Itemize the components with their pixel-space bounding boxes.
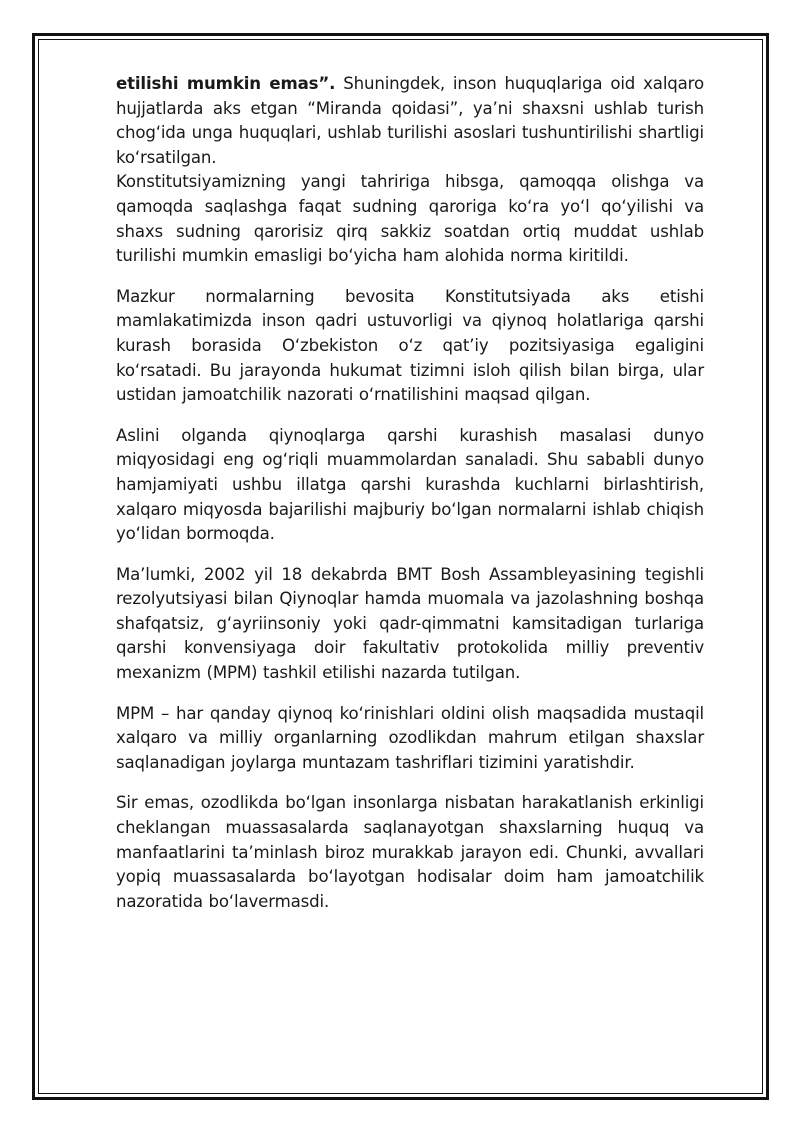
paragraph-1 <box>116 72 704 170</box>
paragraph-1-text: Shuningdek, inson huquqlariga oid xalqaro hujjatlarda aks etgan “Miranda qoidasi”, ya’ni shaxsni ushlab turish chog‘ida unga huquqlari, ushlab turilishi asoslari tushuntirilishi shartligi ko‘rsatilgan. <box>116 74 704 167</box>
paragraph-3: Mazkur normalarning bevosita Konstitutsiyada aks etishi mamlakatimizda inson qadri ustuvorligi va qiynoq holatlariga qarshi kurash borasida O‘zbekiston o‘z qat’iy pozitsiyasiga egaligini ko‘rsatadi. Bu jarayonda hukumat tizimni isloh qilish bilan birga, ular ustidan jamoatchilik nazorati o‘rnatilishini maqsad qilgan. <box>116 286 704 405</box>
paragraph-4: Aslini olganda qiynoqlarga qarshi kurashish masalasi dunyo miqyosidagi eng og‘riqli muammolardan sanaladi. Shu sababli dunyo hamjamiyati ushbu illatga qarshi kurashda kuchlarni birlashtirish, xalqaro miqyosda bajarilishi majburiy bo‘lgan normalarni ishlab chiqish yo‘lidan bormoqda. <box>116 425 704 544</box>
paragraph-7: Sir emas, ozodlikda bo‘lgan insonlarga nisbatan harakatlanish erkinligi cheklangan muassasalarda saqlanayotgan shaxslarning huquq va manfaatlarini ta’minlash biroz murakkab jarayon edi. Chunki, avvallari yopiq muassasalarda bo‘layotgan hodisalar doim ham jamoatchilik nazoratida bo‘lavermasdi. <box>116 793 704 911</box>
paragraph-1-bold-lead: etilishi mumkin emas”. <box>116 74 336 93</box>
document-body <box>116 72 704 914</box>
paragraph-5: Ma’lumki, 2002 yil 18 dekabrda BMT Bosh Assambleyasining tegishli rezolyutsiyasi bilan Qiynoqlar hamda muomala va jazolashning boshqa shafqatsiz, g‘ayriinsoniy yoki qadr-qimmatni kamsitadigan turlariga qarshi konvensiyaga doir fakultativ protokolida milliy preventiv mexanizm (MPM) tashkil etilishi nazarda tutilgan. <box>116 564 704 683</box>
paragraph-6: MPM – har qanday qiynoq ko‘rinishlari oldini olish maqsadida mustaqil xalqaro va milliy organlarning ozodlikdan mahrum etilgan shaxslar saqlanadigan joylarga muntazam tashriflari tizimini yaratishdir. <box>116 703 704 772</box>
paragraph-2: Konstitutsiyamizning yangi tahririga hibsga, qamoqqa olishga va qamoqda saqlashga faqat sudning qaroriga ko‘ra yo‘l qo‘yilishi va shaxs sudning qarorisiz qirq sakkiz soatdan ortiq muddat ushlab turilishi mumkin emasligi bo‘yicha ham alohida norma kiritildi. <box>116 172 704 266</box>
